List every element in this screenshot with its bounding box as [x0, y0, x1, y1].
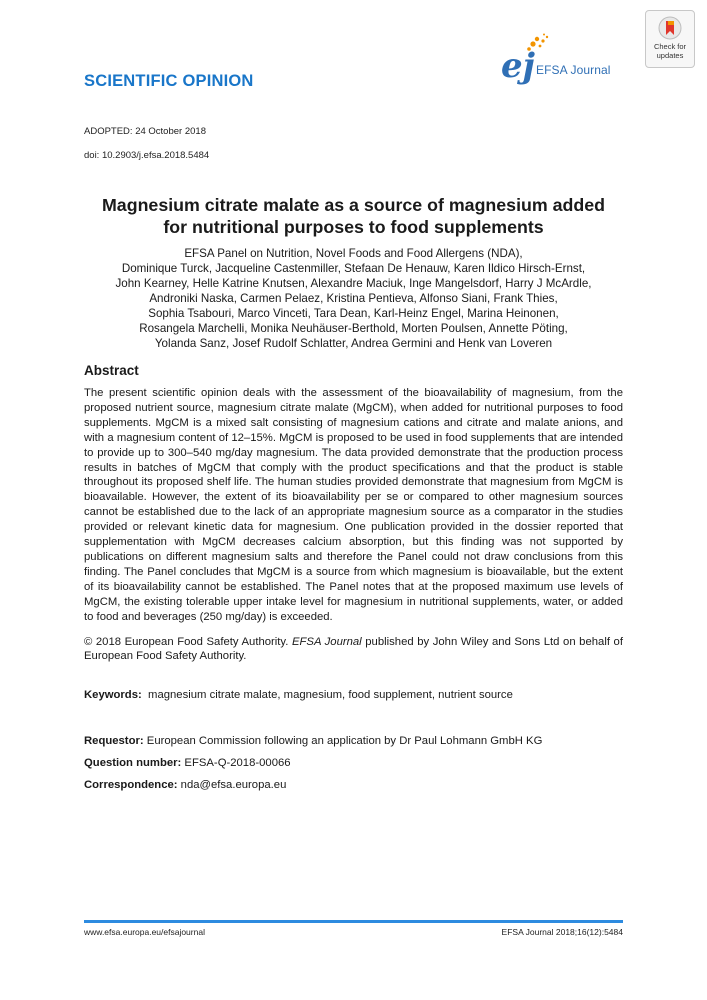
- author-line: John Kearney, Helle Katrine Knutsen, Alexandre Maciuk, Inge Mangelsdorf, Harry J McArdle,: [115, 277, 592, 290]
- keywords-value: magnesium citrate malate, magnesium, food supplement, nutrient source: [148, 689, 513, 701]
- author-line: Rosangela Marchelli, Monika Neuhäuser-Berthold, Morten Poulsen, Annette Pöting,: [139, 322, 568, 335]
- badge-label: Check for updates: [653, 42, 687, 60]
- author-line: Androniki Naska, Carmen Pelaez, Kristina Pentieva, Alfonso Siani, Frank Thies,: [149, 292, 558, 305]
- abstract-heading: Abstract: [84, 363, 139, 378]
- doi[interactable]: doi: 10.2903/j.efsa.2018.5484: [84, 150, 210, 161]
- author-line: Yolanda Sanz, Josef Rudolf Schlatter, Andrea Germini and Henk van Loveren: [154, 337, 553, 350]
- question-number: [84, 757, 291, 769]
- abstract-text: The present scientific opinion deals with the assessment of the bioavailability of magnesium, from the proposed nutrient source, magnesium citrate malate (MgCM), when added for nutritional purposes to food supplements. MgCM is a mixed salt consisting of magnesium cations and citrate and malate anions, and with a magnesium content of 12–15%. MgCM is proposed to be used in food supplements that are intended to provide up to 300–540 mg/day magnesium. The data provided demonstrate that the production process results in batches of MgCM that comply with the product specifications and that the product is stable throughout its proposed shelf life. The human studies provided demonstrate that magnesium from MgCM is bioavailable. However, the extent of its bioavailability per se or compared to other magnesium sources cannot be established due to the lack of an appropriate magnesium source as a comparator in the studies provided or relevant kinetic data for magnesium. One publication provided in the dossier reported that supplementation with MgCM decreases calcium absorption, but this finding was not supported by publications on different magnesium salts and therefore the Panel could not draw conclusions from this finding. The Panel concludes that MgCM is a source from which magnesium is bioavailable, but the extent of its bioavailability cannot be established. The Panel notes that at the proposed maximum use levels of MgCM, the existing tolerable upper intake level for magnesium in nutritional supplements, water, or added to food and beverages (250 mg/day) is exceeded.: [84, 387, 623, 623]
- question-number-value: EFSA-Q-2018-00066: [184, 757, 291, 769]
- footer-url[interactable]: www.efsa.europa.eu/efsajournal: [84, 927, 205, 937]
- title-line: Magnesium citrate malate as a source of magnesium added: [102, 195, 605, 215]
- requestor-label: Requestor:: [84, 735, 144, 747]
- paper-title: [60, 194, 647, 238]
- footer-divider: [84, 920, 623, 923]
- author-line: EFSA Panel on Nutrition, Novel Foods and Food Allergens (NDA),: [184, 247, 523, 260]
- footer-citation: EFSA Journal 2018;16(12):5484: [501, 927, 623, 937]
- author-line: Sophia Tsabouri, Marco Vinceti, Tara Dean, Karl-Heinz Engel, Marina Heinonen,: [148, 307, 559, 320]
- keywords: [84, 689, 513, 701]
- check-for-updates-badge[interactable]: [645, 10, 695, 68]
- adopted-date: ADOPTED: 24 October 2018: [84, 126, 206, 137]
- section-label: SCIENTIFIC OPINION: [84, 72, 254, 90]
- correspondence-label: Correspondence:: [84, 779, 178, 791]
- svg-text:ej: ej: [501, 46, 535, 86]
- abstract-section: [84, 386, 623, 664]
- question-number-label: Question number:: [84, 757, 182, 769]
- keywords-label: Keywords:: [84, 689, 142, 701]
- requestor: [84, 735, 542, 747]
- copyright-notice: © 2018 European Food Safety Authority. EFSA Journal published by John Wiley and Sons Ltd on behalf of European Food Safety Authority.: [84, 635, 623, 663]
- correspondence: [84, 779, 286, 791]
- efsa-journal-logo: [499, 32, 624, 86]
- author-list: [50, 246, 657, 351]
- author-line: Dominique Turck, Jacqueline Castenmiller, Stefaan De Henauw, Karen Ildico Hirsch-Ernst,: [121, 262, 586, 275]
- journal-logo-text: EFSA Journal: [536, 63, 611, 77]
- bookmark-icon: [658, 16, 682, 40]
- journal-name: EFSA Journal: [291, 635, 362, 648]
- title-line: for nutritional purposes to food supplements: [163, 217, 544, 237]
- correspondence-email[interactable]: nda@efsa.europa.eu: [180, 779, 287, 791]
- requestor-value: European Commission following an application by Dr Paul Lohmann GmbH KG: [146, 735, 543, 747]
